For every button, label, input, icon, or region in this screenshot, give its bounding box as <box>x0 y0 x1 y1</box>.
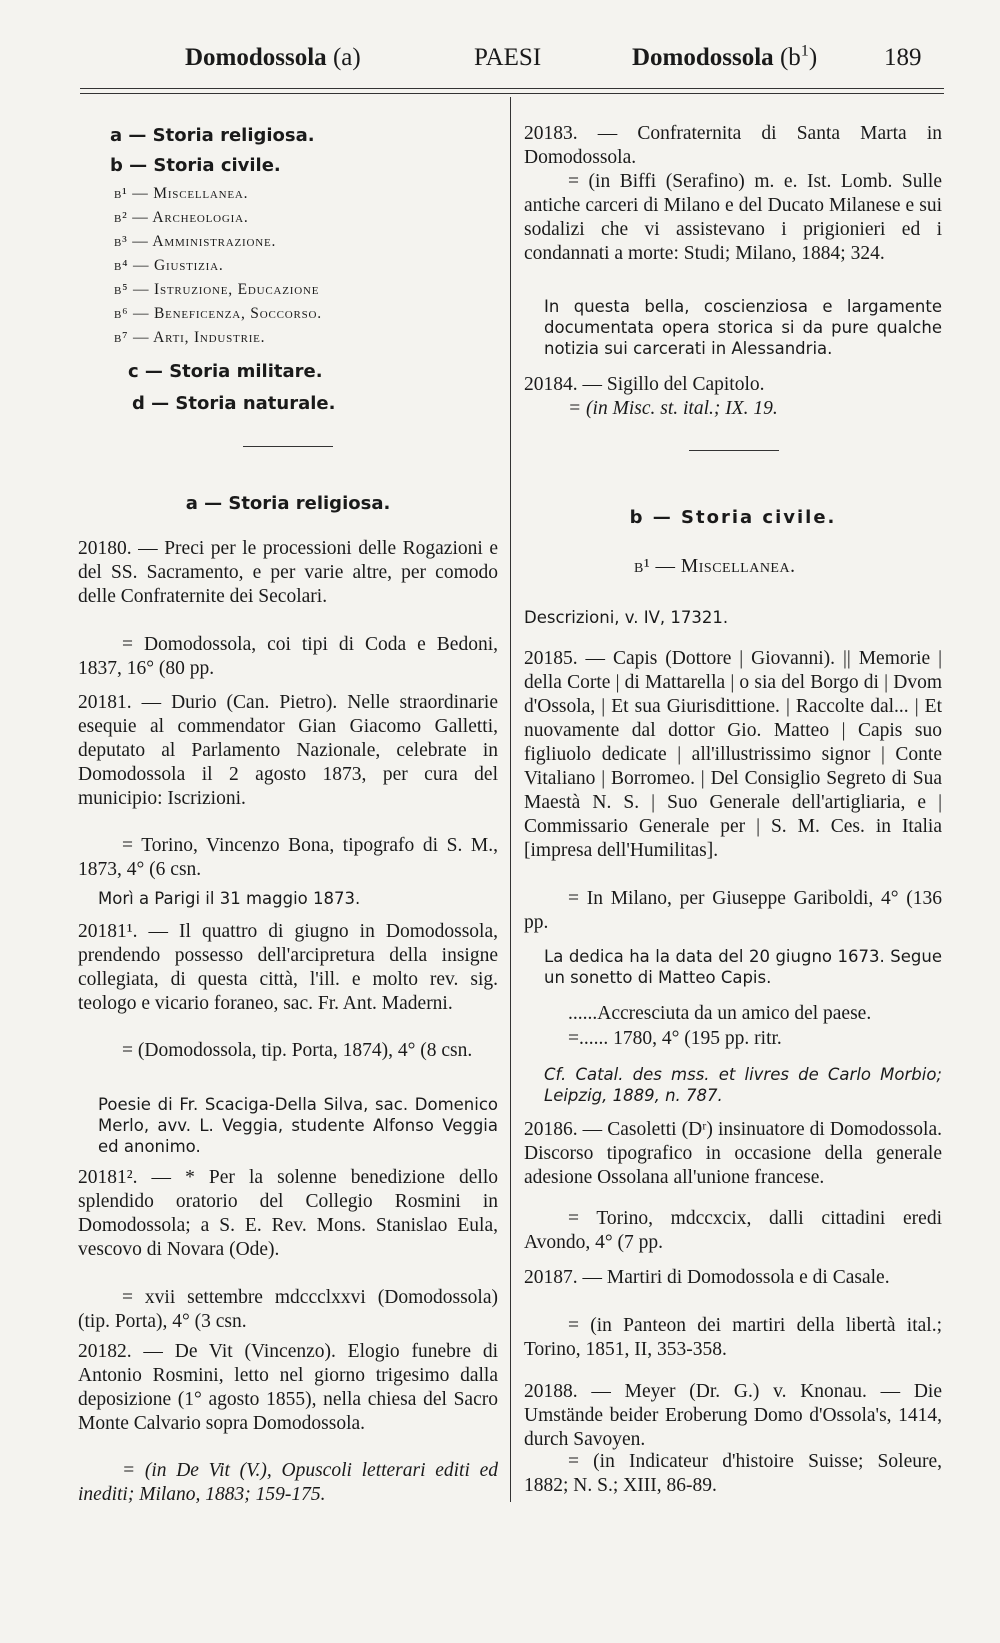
entry-20180: 20180. — Preci per le processioni delle Rogazioni e del SS. Sacramento, e per varie altre, per comodo delle Confraternite dei Secolari. <box>78 538 498 607</box>
entry-20181-1-note: Poesie di Fr. Scaciga-Della Silva, sac. Domenico Merlo, avv. L. Veggia, studente Alfonso Veggia ed anonimo. <box>98 1095 498 1156</box>
toc-item-b1: b¹ — Miscellanea. <box>114 185 249 202</box>
header-rule-bottom <box>80 93 944 94</box>
entry-20186: 20186. — Casoletti (Dʳ) insinuatore di Domodossola. Discorso tipografico in occasione della generale adesione Ossolana all'unione francese. <box>524 1119 942 1188</box>
entry-20181-2-imprint: = xvii settembre mdccclxxvi (Domodossola) (tip. Porta), 4° (3 csn. <box>78 1287 498 1332</box>
entry-20185-note: La dedica ha la data del 20 giugno 1673. Segue un sonetto di Matteo Capis. <box>544 947 942 987</box>
entry-20181-2: 20181². — * Per la solenne benedizione dello splendido oratorio del Collegio Rosmini in Domodossola; a S. E. Rev. Mons. Stanislao Eula, vescovo di Novara (Ode). <box>78 1167 498 1260</box>
running-head-left: Domodossola (a) <box>185 44 361 71</box>
entry-20183: 20183. — Confraternita di Santa Marta in Domodossola. <box>524 123 942 168</box>
toc-item-b4: b⁴ — Giustizia. <box>114 257 224 274</box>
toc-item-a: a — Storia religiosa. <box>110 125 315 146</box>
entry-20188-imprint: = (in Indicateur d'histoire Suisse; Soleure, 1882; N. S.; XIII, 86-89. <box>524 1451 942 1496</box>
toc-item-b2: b² — Archeologia. <box>114 209 249 226</box>
running-head-right: Domodossola $(b^1)$ <box>632 41 818 71</box>
entry-20185-cf: Cf. Catal. des mss. et livres de Carlo Morbio; Leipzig, 1889, n. 787. <box>544 1065 942 1105</box>
entry-20181-1-imprint: = (Domodossola, tip. Porta, 1874), 4° (8 csn. <box>122 1040 473 1061</box>
separator-rule <box>243 446 333 447</box>
separator-rule-right <box>689 450 779 451</box>
entry-20183-imprint: = (in Biffi (Serafino) m. e. Ist. Lomb. Sulle antiche carceri di Milano e del Ducato Milanese e sui sodalizi che vi assistevano i prigionieri ed i condannati a morte: Studi; Milano, 1884; 324. <box>524 171 942 264</box>
entry-20187: 20187. — Martiri di Domodossola e di Casale. <box>524 1267 890 1288</box>
entry-20181: 20181. — Durio (Can. Pietro). Nelle straordinarie esequie al commendator Gian Giacomo Galletti, deputato al Parlamento Nazionale, celebrate in Domodossola il 2 agosto 1873, per cura del municipio: Iscrizioni. <box>78 692 498 809</box>
toc-item-b: b — Storia civile. <box>110 155 281 176</box>
toc-item-b3: b³ — Amministrazione. <box>114 233 277 250</box>
entry-20185-addition: ......Accresciuta da un amico del paese. <box>568 1003 872 1024</box>
section-heading-b1: b¹ — Miscellanea. <box>634 556 796 577</box>
header-rule-top <box>80 88 944 89</box>
toc-item-b6: b⁶ — Beneficenza, Soccorso. <box>114 305 322 322</box>
cross-reference: Descrizioni, v. IV, 17321. <box>524 608 729 627</box>
entry-20188: 20188. — Meyer (Dr. G.) v. Knonau. — Die Umstände beider Eroberung Domo d'Ossola's, 1414, durch Savoyen. <box>524 1381 942 1450</box>
entry-20184: 20184. — Sigillo del Capitolo. <box>524 374 765 395</box>
section-heading-a: a — Storia religiosa. <box>185 493 391 514</box>
toc-item-c: c — Storia militare. <box>128 361 323 382</box>
entry-20182-imprint: = (in De Vit (V.), Opuscoli letterari editi ed inediti; Milano, 1883; 159-175. <box>78 1460 498 1505</box>
toc-item-d: d — Storia naturale. <box>132 393 336 414</box>
entry-20185: 20185. — Capis (Dottore | Giovanni). || Memorie | della Corte | di Mattarella | o sia del Borgo di | Dvom d'Ossola, | Et sua Giurisdittione. | Raccolte dal... | Et nuovamente dal dottor Gio. Matteo | Capis suo figliuolo dedicate | all'illustrissimo signor | Conte Vitaliano | Borromeo. | Del Consiglio Segreto di Sua Maestà N. S. | Suo Generale dell'artigliaria, e | Commissario Generale per | S. M. Ces. in Italia [impresa dell'Humilitas]. <box>524 648 942 861</box>
entry-20183-note: In questa bella, coscienziosa e largamente documentata opera storica si da pure qualche notizia sui carcerati in Alessandria. <box>544 297 942 358</box>
entry-20181-imprint: = Torino, Vincenzo Bona, tipografo di S. M., 1873, 4° (6 csn. <box>78 835 498 880</box>
entry-20187-imprint: = (in Panteon dei martiri della libertà ital.; Torino, 1851, II, 353-358. <box>524 1315 942 1360</box>
column-divider <box>510 97 511 1502</box>
page-number: 189 <box>884 44 922 71</box>
toc-item-b5: b⁵ — Istruzione, Educazione <box>114 281 320 298</box>
running-head-center: PAESI <box>474 44 542 71</box>
section-heading-b: b — Storia civile. <box>629 507 837 528</box>
entry-20185-imprint: = In Milano, per Giuseppe Gariboldi, 4° (136 pp. <box>524 888 942 933</box>
toc-item-b7: b⁷ — Arti, Industrie. <box>114 329 266 346</box>
entry-20186-imprint: = Torino, mdccxcix, dalli cittadini eredi Avondo, 4° (7 pp. <box>524 1208 942 1253</box>
entry-20181-note: Morì a Parigi il 31 maggio 1873. <box>98 889 361 908</box>
entry-20181-1: 20181¹. — Il quattro di giugno in Domodossola, prendendo possesso dell'arcipretura della insigne collegiata, di questa città, l'ill. e molto rev. sig. teologo e vicario foraneo, sac. Fr. Ant. Maderni. <box>78 921 498 1014</box>
entry-20182: 20182. — De Vit (Vincenzo). Elogio funebre di Antonio Rosmini, letto nel giorno trigesimo dalla deposizione (1° agosto 1855), nella chiesa del Sacro Monte Calvario sopra Domodossola. <box>78 1341 498 1434</box>
entry-20184-imprint: = (in Misc. st. ital.; IX. 19. <box>568 398 778 419</box>
entry-20185-addition-imprint: =...... 1780, 4° (195 pp. ritr. <box>568 1028 782 1049</box>
entry-20180-imprint: = Domodossola, coi tipi di Coda e Bedoni, 1837, 16° (80 pp. <box>78 634 498 679</box>
toc <box>110 124 490 420</box>
